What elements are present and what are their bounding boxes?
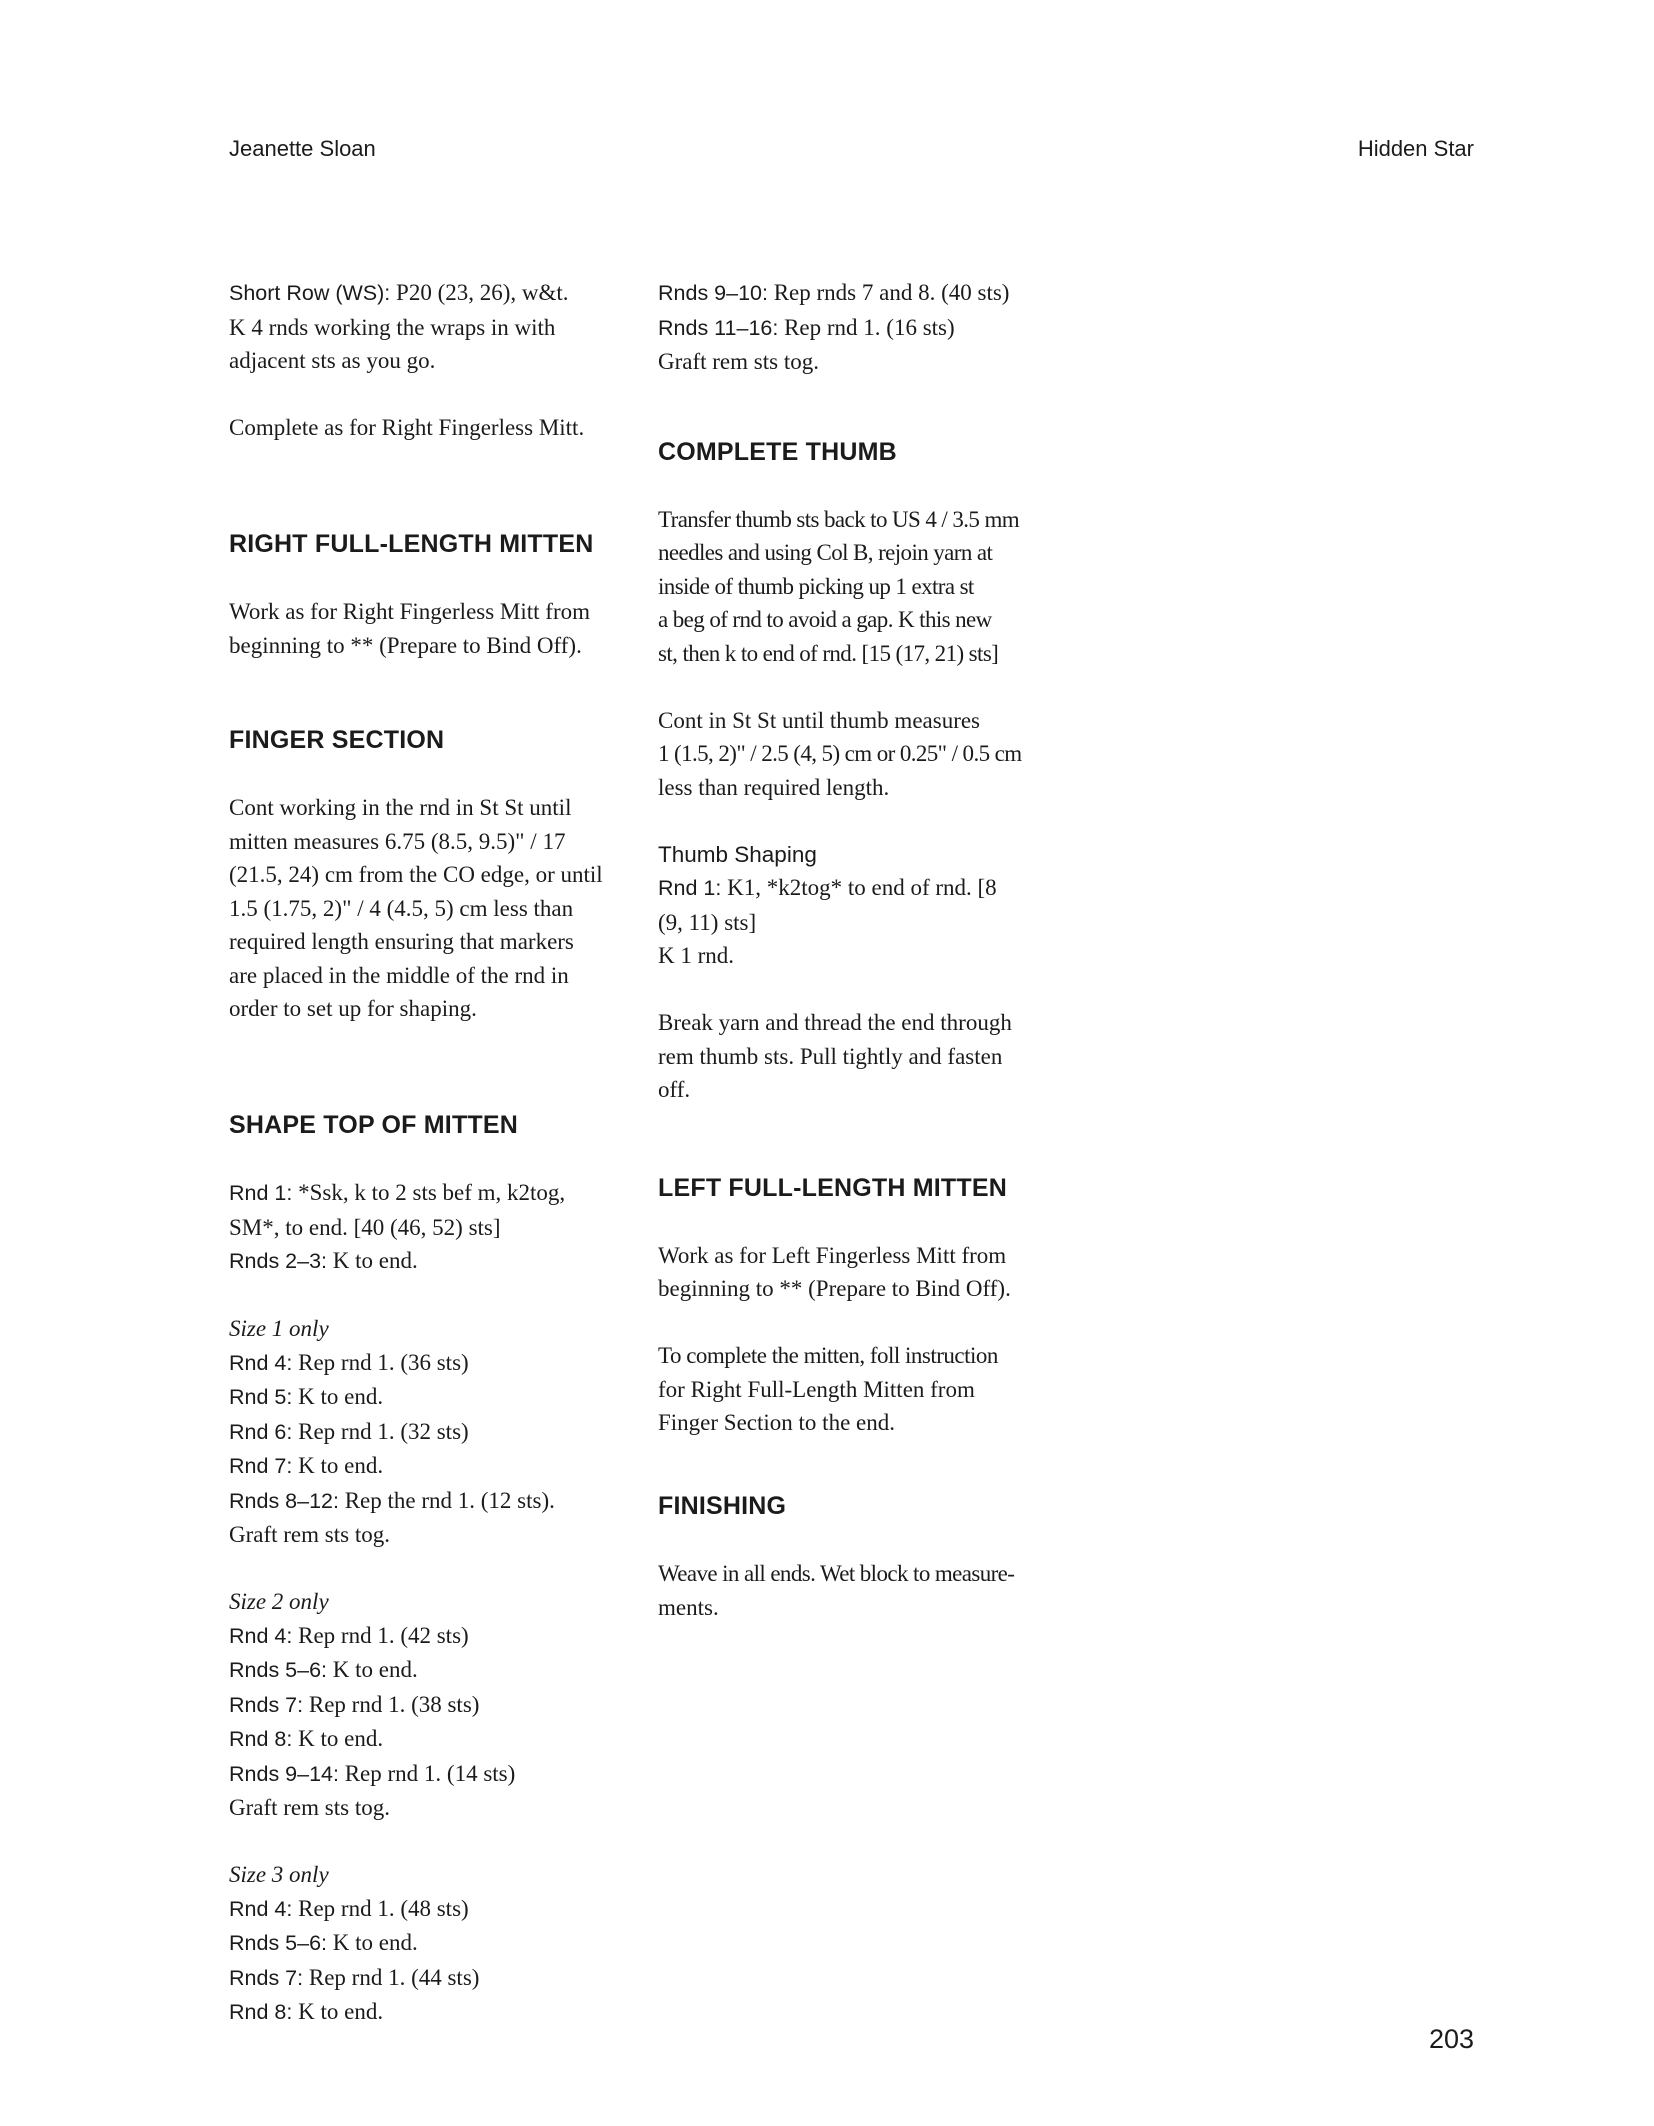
round-label: Rnds 7: xyxy=(229,1692,304,1717)
text-line: (9, 11) sts] xyxy=(658,909,757,935)
complete-thumb-paragraph xyxy=(658,503,1058,671)
round-label: Rnds 9–14: xyxy=(229,1761,339,1786)
round-label: Rnd 5: xyxy=(229,1385,293,1409)
text-line: Graft rem sts tog. xyxy=(229,1795,390,1820)
text-line: Break yarn and thread the end through xyxy=(658,1010,1012,1035)
finishing-heading: FINISHING xyxy=(658,1492,787,1520)
complete-mitten-paragraph xyxy=(658,1339,1058,1440)
right-column xyxy=(658,276,1058,1624)
text-line: rem thumb sts. Pull tightly and fasten xyxy=(658,1043,1003,1069)
text-line: Cont in St St until thumb measures xyxy=(658,707,981,733)
finger-section-paragraph xyxy=(229,791,629,1026)
text-line: order to set up for shaping. xyxy=(229,996,477,1021)
round-label: Rnds 5–6: xyxy=(229,1931,328,1955)
short-row-paragraph xyxy=(229,276,629,378)
round-label: Rnds 11–16: xyxy=(658,315,779,340)
running-header-title: Hidden Star xyxy=(1357,136,1474,161)
round-text: Rep rnd 1. (36 sts) xyxy=(298,1349,469,1375)
text-line: (21.5, 24) cm from the CO edge, or until xyxy=(229,862,603,887)
page-number: 203 xyxy=(1428,2024,1474,2054)
text-line: off. xyxy=(658,1077,691,1102)
round-text: Rep rnd 1. (32 sts) xyxy=(298,1418,469,1444)
round-text: K to end. xyxy=(298,1453,384,1478)
round-text: Rep rnd 1. (48 sts) xyxy=(298,1895,469,1921)
round-label: Rnd 7: xyxy=(229,1454,293,1478)
short-row-label: Short Row (WS): xyxy=(229,281,391,305)
left-full-length-paragraph xyxy=(658,1239,1058,1306)
round-label: Rnd 6: xyxy=(229,1419,293,1444)
short-row-line: adjacent sts as you go. xyxy=(229,348,436,373)
round-text: *Ssk, k to 2 sts bef m, k2tog, xyxy=(298,1180,566,1205)
round-text: Rep rnd 1. (14 sts) xyxy=(344,1760,516,1786)
text-line: mitten measures 6.75 (8.5, 9.5)" / 17 xyxy=(229,828,566,854)
text-line: SM*, to end. [40 (46, 52) sts] xyxy=(229,1214,501,1240)
complete-thumb-heading: COMPLETE THUMB xyxy=(658,437,897,466)
text-line: are placed in the middle of the rnd in xyxy=(229,962,569,988)
running-header-author: Jeanette Sloan xyxy=(229,136,376,161)
text-line: 1.5 (1.75, 2)" / 4 (4.5, 5) cm less than xyxy=(229,895,574,921)
round-text: K to end. xyxy=(332,1248,418,1273)
text-line: st, then k to end of rnd. [15 (17, 21) sts] xyxy=(658,640,999,666)
thumb-measure-paragraph xyxy=(658,704,1058,805)
text-line: needles and using Col B, rejoin yarn at xyxy=(658,540,993,565)
text-line: Work as for Right Fingerless Mitt from xyxy=(229,599,591,624)
text-line: 1 (1.5, 2)" / 2.5 (4, 5) cm or 0.25" / 0.5 cm xyxy=(658,741,1022,766)
round-text: K1, *k2tog* to end of rnd. [8 xyxy=(727,875,997,900)
finger-section-heading: FINGER SECTION xyxy=(229,726,445,754)
size-title: Size 2 only xyxy=(229,1589,329,1614)
thumb-shaping-title: Thumb Shaping xyxy=(658,841,817,867)
round-label: Rnd 1: xyxy=(658,876,722,900)
text-line: beginning to ** (Prepare to Bind Off). xyxy=(658,1276,1011,1301)
text-line: Weave in all ends. Wet block to measure- xyxy=(658,1561,1015,1586)
left-column xyxy=(229,276,629,2030)
round-label: Rnds 5–6: xyxy=(229,1658,328,1682)
complete-as-paragraph: Complete as for Right Fingerless Mitt. xyxy=(229,415,585,440)
round-label: Rnd 4: xyxy=(229,1350,293,1375)
text-line: a beg of rnd to avoid a gap. K this new xyxy=(658,607,992,632)
text-line: ments. xyxy=(658,1594,719,1620)
size-1-block xyxy=(229,1312,629,1552)
round-label: Rnd 4: xyxy=(229,1896,293,1921)
round-text: Rep the rnd 1. (12 sts). xyxy=(344,1487,555,1513)
text-line: inside of thumb picking up 1 extra st xyxy=(658,573,974,599)
text-line: K 1 rnd. xyxy=(658,943,735,968)
break-yarn-paragraph xyxy=(658,1006,1058,1107)
round-label: Rnds 8–12: xyxy=(229,1488,339,1513)
text-line: Transfer thumb sts back to US 4 / 3.5 mm xyxy=(658,506,1020,532)
round-label: Rnd 1: xyxy=(229,1181,293,1205)
round-text: Rep rnd 1. (42 sts) xyxy=(298,1622,469,1648)
round-text: K to end. xyxy=(298,1384,384,1409)
round-text: K to end. xyxy=(332,1657,418,1682)
text-line: Finger Section to the end. xyxy=(658,1410,895,1435)
round-label: Rnds 7: xyxy=(229,1965,304,1990)
round-label: Rnd 8: xyxy=(229,1727,293,1751)
shape-top-heading: SHAPE TOP OF MITTEN xyxy=(229,1111,519,1139)
thumb-shaping-block xyxy=(658,838,1058,973)
continue-rounds-paragraph xyxy=(658,276,1058,379)
size-2-block xyxy=(229,1585,629,1825)
left-full-length-heading: LEFT FULL-LENGTH MITTEN xyxy=(658,1173,1007,1202)
round-text: Rep rnds 7 and 8. (40 sts) xyxy=(773,280,1010,305)
text-line: Graft rem sts tog. xyxy=(229,1522,390,1547)
round-label: Rnd 4: xyxy=(229,1623,293,1648)
size-title: Size 3 only xyxy=(229,1862,329,1887)
right-full-length-heading: RIGHT FULL-LENGTH MITTEN xyxy=(229,530,594,558)
round-text: K to end. xyxy=(298,1726,384,1751)
text-line: To complete the mitten, foll instruction xyxy=(658,1343,998,1368)
round-label: Rnd 8: xyxy=(229,2000,293,2024)
round-label: Rnds 2–3: xyxy=(229,1249,328,1273)
short-row-text: P20 (23, 26), w&t. xyxy=(396,280,569,305)
text-line: beginning to ** (Prepare to Bind Off). xyxy=(229,632,582,658)
size-title: Size 1 only xyxy=(229,1316,329,1341)
right-full-length-paragraph xyxy=(229,595,629,662)
round-text: Rep rnd 1. (38 sts) xyxy=(308,1691,480,1717)
size-3-block xyxy=(229,1858,629,2030)
finishing-paragraph xyxy=(658,1557,1058,1624)
shape-top-paragraph xyxy=(229,1176,629,1279)
text-line: required length ensuring that markers xyxy=(229,929,574,954)
round-text: Rep rnd 1. (44 sts) xyxy=(308,1964,480,1990)
round-text: Rep rnd 1. (16 sts) xyxy=(784,314,955,340)
text-line: Cont working in the rnd in St St until xyxy=(229,795,572,820)
text-line: Work as for Left Fingerless Mitt from xyxy=(658,1242,1007,1268)
text-line: less than required length. xyxy=(658,774,890,800)
round-label: Rnds 9–10: xyxy=(658,281,768,305)
round-text: K to end. xyxy=(332,1930,418,1955)
text-line: for Right Full-Length Mitten from xyxy=(658,1376,975,1402)
round-text: K to end. xyxy=(298,1999,384,2024)
short-row-line: K 4 rnds working the wraps in with xyxy=(229,314,556,340)
text-line: Graft rem sts tog. xyxy=(658,349,819,374)
